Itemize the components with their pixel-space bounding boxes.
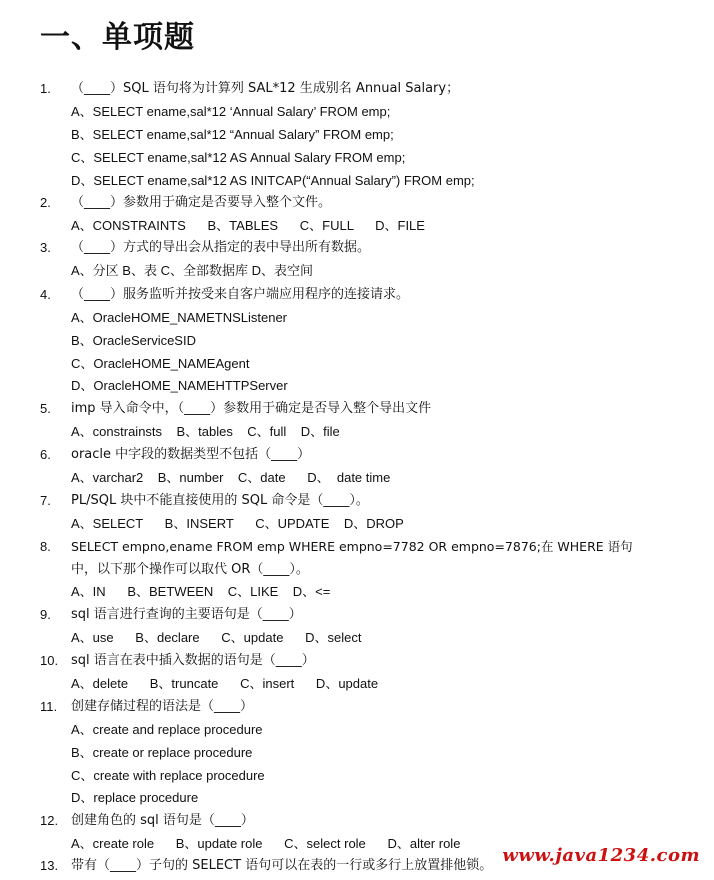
question-number: 9. bbox=[40, 607, 51, 622]
option-row: A、constrainsts B、tables C、full D、file bbox=[71, 424, 340, 439]
option: B、create or replace procedure bbox=[71, 745, 253, 760]
option: D、replace procedure bbox=[71, 790, 199, 805]
option-row: A、create role B、update role C、select role D、alter role bbox=[71, 836, 461, 851]
question-text: 创建存储过程的语法是（____） bbox=[71, 699, 254, 714]
option: A、SELECT ename,sal*12 ‘Annual Salary’ FROM emp; bbox=[71, 104, 391, 119]
option: C、create with replace procedure bbox=[71, 768, 265, 783]
option: A、create and replace procedure bbox=[71, 722, 263, 737]
option: D、SELECT ename,sal*12 AS INITCAP(“Annual Salary”) FROM emp; bbox=[71, 173, 475, 188]
option: C、SELECT ename,sal*12 AS Annual Salary FROM emp; bbox=[71, 150, 406, 165]
question-number: 4. bbox=[40, 287, 51, 302]
option-row: A、CONSTRAINTS B、TABLES C、FULL D、FILE bbox=[71, 218, 425, 233]
question-text: SELECT empno,ename FROM emp WHERE empno=7782 OR empno=7876;在 WHERE 语句 bbox=[71, 539, 633, 554]
question-text: （____）方式的导出会从指定的表中导出所有数据。 bbox=[71, 240, 371, 255]
question-number: 8. bbox=[40, 539, 51, 554]
option-row: A、varchar2 B、number C、date D、 date time bbox=[71, 470, 391, 485]
question-text: 带有（____）子句的 SELECT 语句可以在表的一行或多行上放置排他锁。 bbox=[71, 858, 493, 873]
question-text: sql 语言在表中插入数据的语句是（____） bbox=[71, 653, 315, 668]
question-number: 5. bbox=[40, 401, 51, 416]
question-text: PL/SQL 块中不能直接使用的 SQL 命令是（____）。 bbox=[71, 493, 369, 508]
question-text: oracle 中字段的数据类型不包括（____） bbox=[71, 447, 311, 462]
question-text: sql 语言进行查询的主要语句是（____） bbox=[71, 607, 302, 622]
question-text: （____）参数用于确定是否要导入整个文件。 bbox=[71, 195, 332, 210]
site-watermark: www.java1234.com bbox=[502, 845, 700, 866]
question-text: （____）SQL 语句将为计算列 SAL*12 生成别名 Annual Salary； bbox=[71, 81, 460, 96]
question-text-continued: 中，以下那个操作可以取代 OR（____）。 bbox=[71, 562, 309, 577]
option-row: A、分区 B、表 C、全部数据库 D、表空间 bbox=[71, 263, 313, 278]
option-row: A、SELECT B、INSERT C、UPDATE D、DROP bbox=[71, 516, 404, 531]
question-number: 12. bbox=[40, 813, 59, 828]
question-number: 1. bbox=[40, 81, 51, 96]
question-number: 6. bbox=[40, 447, 51, 462]
question-number: 10. bbox=[40, 653, 59, 668]
option-row: A、delete B、truncate C、insert D、update bbox=[71, 676, 379, 691]
question-text: 创建角色的 sql 语句是（____） bbox=[71, 813, 254, 828]
option-row: A、use B、declare C、update D、select bbox=[71, 630, 362, 645]
option: D、OracleHOME_NAMEHTTPServer bbox=[71, 378, 288, 393]
question-number: 11. bbox=[40, 699, 58, 714]
option: B、SELECT ename,sal*12 “Annual Salary” FROM emp; bbox=[71, 127, 394, 142]
question-number: 3. bbox=[40, 240, 51, 255]
section-title: 一、单项题 bbox=[40, 20, 195, 55]
question-number: 13. bbox=[40, 858, 59, 873]
question-text: （____）服务监听并按受来自客户端应用程序的连接请求。 bbox=[71, 287, 410, 302]
question-text: imp 导入命令中，（____）参数用于确定是否导入整个导出文件 bbox=[71, 401, 432, 416]
question-number: 7. bbox=[40, 493, 51, 508]
option: C、OracleHOME_NAMEAgent bbox=[71, 356, 250, 371]
question-8 bbox=[0, 535, 714, 581]
option: A、OracleHOME_NAMETNSListener bbox=[71, 310, 287, 325]
option: B、OracleServiceSID bbox=[71, 333, 196, 348]
question-number: 2. bbox=[40, 195, 51, 210]
option-row: A、IN B、BETWEEN C、LIKE D、<= bbox=[71, 584, 331, 599]
